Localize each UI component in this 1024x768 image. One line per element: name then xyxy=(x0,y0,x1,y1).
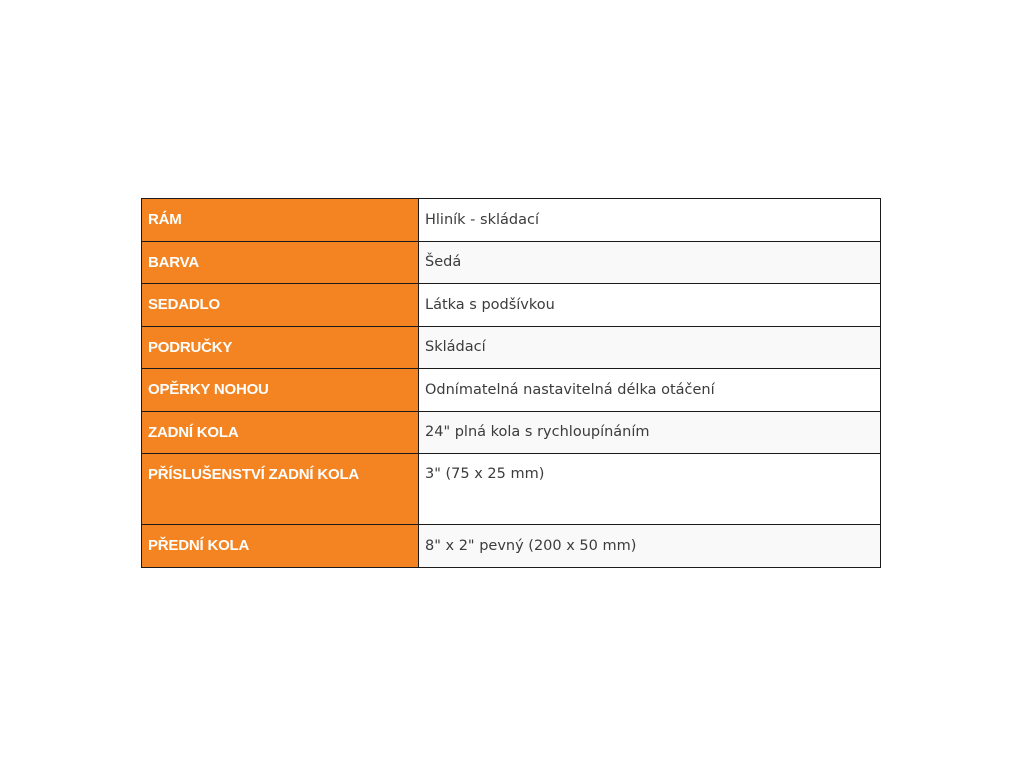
table-row xyxy=(142,326,881,369)
row-label: OPĚRKY NOHOU xyxy=(142,369,419,412)
row-value: Látka s podšívkou xyxy=(419,284,881,327)
table-row xyxy=(142,411,881,454)
row-value: Odnímatelná nastavitelná délka otáčení xyxy=(419,369,881,412)
table-row xyxy=(142,199,881,242)
row-label: ZADNÍ KOLA xyxy=(142,411,419,454)
row-label: RÁM xyxy=(142,199,419,242)
row-label: SEDADLO xyxy=(142,284,419,327)
table-row xyxy=(142,454,881,525)
row-label: PŘÍSLUŠENSTVÍ ZADNÍ KOLA xyxy=(142,454,419,525)
row-label: PŘEDNÍ KOLA xyxy=(142,525,419,568)
row-value: Šedá xyxy=(419,241,881,284)
row-value: 24" plná kola s rychloupínáním xyxy=(419,411,881,454)
table-row xyxy=(142,369,881,412)
row-label: PODRUČKY xyxy=(142,326,419,369)
row-value: Hliník - skládací xyxy=(419,199,881,242)
table-row xyxy=(142,284,881,327)
table-row xyxy=(142,525,881,568)
row-value: 8" x 2" pevný (200 x 50 mm) xyxy=(419,525,881,568)
row-value: 3" (75 x 25 mm) xyxy=(419,454,881,525)
specification-table xyxy=(141,198,881,568)
row-value: Skládací xyxy=(419,326,881,369)
row-label: BARVA xyxy=(142,241,419,284)
table-row xyxy=(142,241,881,284)
